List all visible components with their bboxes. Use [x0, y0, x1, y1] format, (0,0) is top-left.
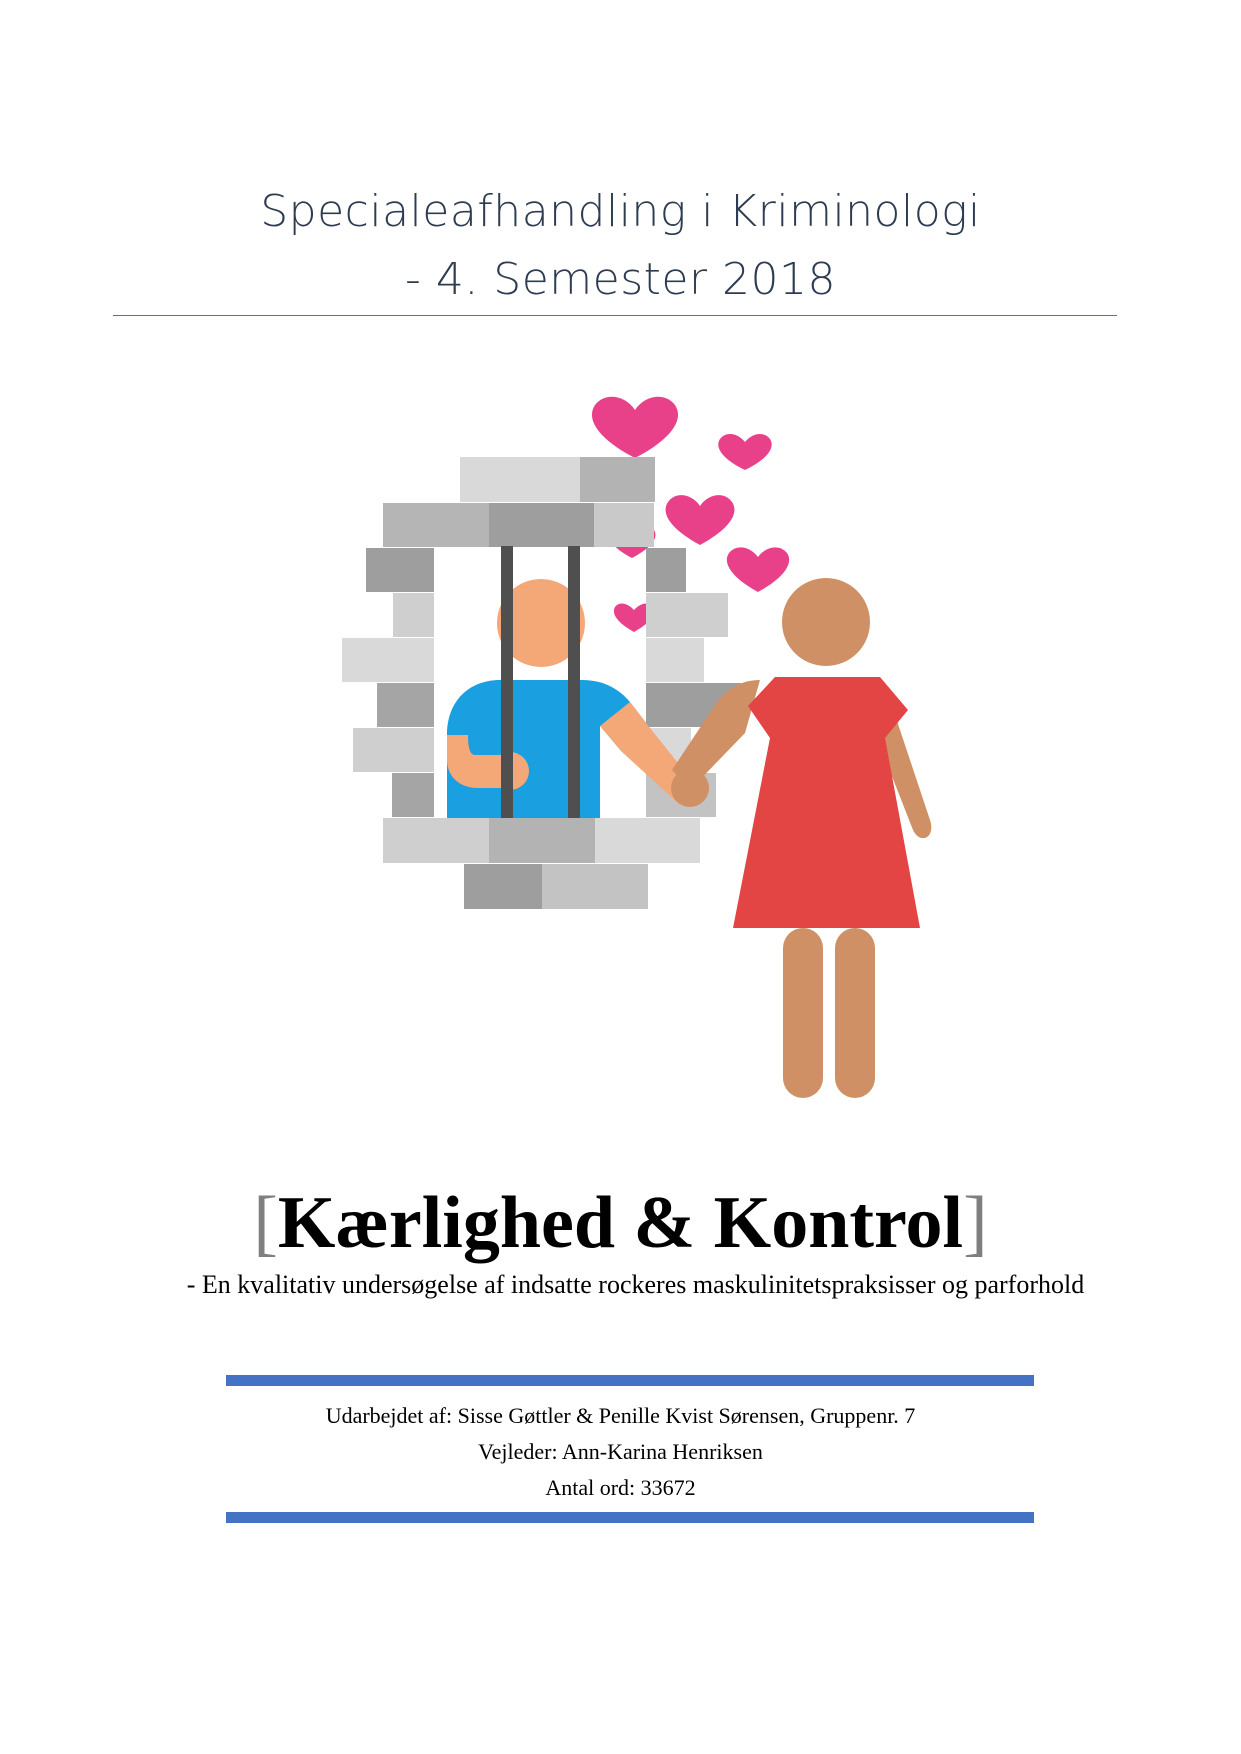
- supervisor-line: Vejleder: Ann-Karina Henriksen: [478, 1439, 763, 1464]
- header: [0, 178, 1241, 314]
- heart-icon: [592, 397, 678, 458]
- heart-icon: [666, 495, 735, 545]
- title-text: Kærlighed & Kontrol: [277, 1182, 964, 1264]
- header-line-1: Specialeafhandling i Kriminologi: [260, 186, 981, 237]
- heart-icon: [718, 434, 771, 470]
- top-divider-bar: [226, 1375, 1034, 1386]
- heart-icon: [727, 547, 789, 592]
- title-bracket-close: ]: [963, 1182, 988, 1264]
- document-meta: [0, 1398, 1241, 1506]
- bottom-divider-bar: [226, 1512, 1034, 1523]
- authors-line: Udarbejdet af: Sisse Gøttler & Penille Kvist Sørensen, Gruppenr. 7: [325, 1403, 916, 1428]
- word-count-line: Antal ord: 33672: [545, 1475, 696, 1500]
- header-line-2: - 4. Semester 2018: [404, 254, 837, 305]
- woman-figure: [671, 578, 931, 1098]
- header-divider: [113, 315, 1117, 316]
- document-subtitle: - En kvalitativ undersøgelse af indsatte rockeres maskulinitetspraksisser og parforhold: [186, 1270, 1085, 1299]
- title-bracket-open: [: [253, 1182, 278, 1264]
- prisoner-and-partner-icon: [300, 380, 980, 1110]
- document-title: [0, 1178, 1241, 1268]
